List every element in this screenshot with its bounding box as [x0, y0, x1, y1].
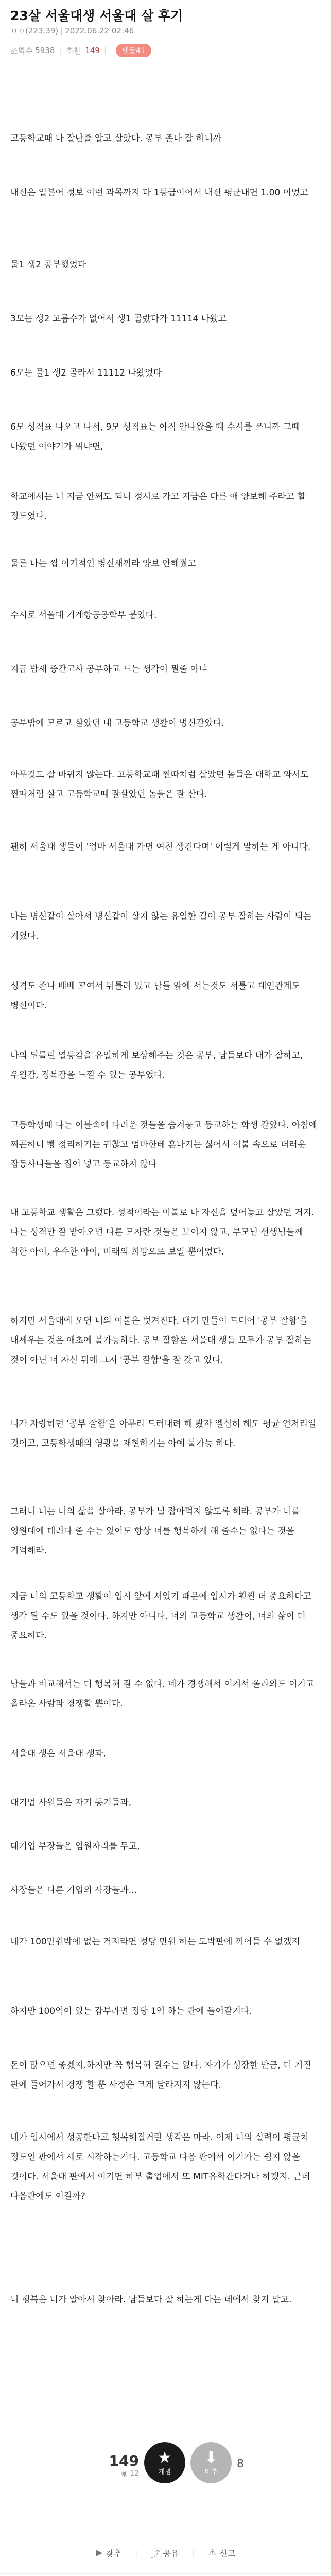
body-paragraph: 6모 성적표 나오고 나서, 9모 성적표는 아직 안나왔을 때 수시를 쓰니까 그때 나왔던 이야기가 뭐냐면, — [10, 422, 300, 452]
share-icon: ⤴ — [151, 2549, 160, 2560]
upvote-label: 개념 — [158, 2468, 171, 2476]
body-paragraph: 네가 입시에서 성공한다고 행복해질거란 생각은 마라. 이제 너의 실력이 평균치 정도인 판에서 새로 시작하는거다. 고등학교 다음 판에서 이기가는 쉽지 않을 것이다. 서울대 판에서 이기면 하부 출업에서 또 MIT유학간다거나 하겠지. 근데 다음판에도 이길까? — [10, 2132, 310, 2201]
vote-area — [0, 2432, 331, 2530]
post-actions — [0, 2537, 331, 2568]
post-stats: 조회수 5938 | 추천 149 | 댓글41 — [10, 41, 321, 60]
down-arrow-icon: ⬇ — [204, 2448, 218, 2467]
body-paragraph: 대기업 부장들은 임원자리를 두고, — [10, 1841, 140, 1852]
body-paragraph: 돈이 많으면 좋겠지.하지만 꼭 행복해 질수는 없다. 자기가 성장한 만큼, 더 커진 판에 들어가서 경쟁 할 뿐 사정은 크게 달라지지 않는다. — [10, 2060, 311, 2090]
body-paragraph: 물1 생2 공부했었다 — [10, 260, 86, 270]
siren-icon: ⚠ — [208, 2548, 217, 2558]
fixed-nick-icon: ◉ — [121, 2469, 128, 2478]
body-paragraph: 하지만 100억이 있는 갑부라면 정당 1억 하는 판에 들어갈거다. — [10, 2006, 252, 2016]
body-paragraph: 사장들은 다른 기업의 사장들과... — [10, 1885, 137, 1895]
star-icon: ★ — [158, 2448, 172, 2467]
body-paragraph: 3모는 생2 고름수가 없어서 생1 골랐다가 11114 나왔고 — [10, 314, 227, 324]
downvote-label: 비추 — [204, 2468, 218, 2476]
report-button[interactable] — [203, 2544, 240, 2562]
views-label: 조회수 — [10, 46, 33, 56]
action-divider: | — [135, 2548, 138, 2558]
post-date: 2022.06.22 02:46 — [65, 26, 134, 36]
upvote-count — [103, 2452, 139, 2478]
body-paragraph: 학교에서는 너 지금 안써도 되니 정시로 가고 지금은 다른 애 양보해 주라고 할 정도였다. — [10, 492, 306, 521]
scrap-button[interactable] — [91, 2544, 127, 2562]
body-paragraph: 너가 자랑하던 '공부 잘함'을 아무리 드러내려 해 봤자 엘심히 해도 평균 언저리일 것이고, 고등학생때의 영광을 재현하기는 아예 불가능 하다. — [10, 1419, 317, 1449]
body-paragraph: 성격도 존나 베베 꼬여서 뒤틀려 있고 남들 앞에 서는것도 서툴고 대인관계도 병신이다. — [10, 981, 301, 1011]
scrap-label: 찾추 — [106, 2548, 122, 2558]
vote-buttons — [93, 2437, 244, 2504]
footer-divider — [0, 2573, 331, 2574]
upvote-button[interactable] — [144, 2442, 185, 2483]
body-paragraph: 물론 나는 씹 이기적인 병신새끼라 양보 안해줬고 — [10, 558, 196, 569]
post-meta: ㅇㅇ(223.39) | 2022.06.22 02:46 — [10, 26, 134, 36]
body-paragraph: 하지만 서울대에 오면 너의 이불은 벗겨진다. 대기 만들이 드디어 '공부 잘함'을 내세우는 것은 애초에 불가능하다. 공부 잘함은 서울대 생들 모두가 공부 잘하는 것이 아닌 너 자신 뒤에 그저 '공부 잘함'을 잘 갖고 있다. — [10, 1316, 311, 1365]
play-icon: ▶ — [96, 2548, 103, 2558]
body-paragraph: 나는 병신같이 살아서 병신같이 살지 않는 유일한 길이 공부 잘하는 사람이 되는 거였다. — [10, 911, 311, 941]
body-paragraph: 니 행복은 니가 알아서 찾아라. 남들보다 잘 하는게 다는 데에서 찾지 말고. — [10, 2295, 292, 2305]
body-paragraph: 지금 밤새 중간고사 공부하고 드는 생각이 뭔줄 아냐 — [10, 664, 207, 674]
body-paragraph: 아무것도 잘 바뀌지 않는다. 고등학교때 찐따처럼 살았던 놈들은 대학교 와서도 찐따처럼 살고 고등학교때 잘살았던 놈들은 잘 산다. — [10, 770, 309, 800]
post-title: 23살 서울대생 서울대 살 후기 — [10, 8, 183, 23]
downvote-count: 8 — [237, 2458, 244, 2470]
body-paragraph: 그러니 너는 너의 삶을 살아라. 공부가 널 잡아먹지 않도록 해라. 공부가 너를 영원대에 데려다 줄 수는 있어도 항상 너를 행복하게 해 줄수는 없다는 것을 기억해라. — [10, 1506, 300, 1556]
downvote-button[interactable] — [190, 2442, 232, 2483]
upvote-sub — [103, 2469, 139, 2478]
body-paragraph: 네가 100만원밖에 없는 거지라면 정당 만원 하는 도박판에 끼어들 수 없겠지 — [10, 1937, 300, 1947]
report-label: 신고 — [219, 2548, 235, 2558]
body-paragraph: 나의 뒤틀린 열등감을 유일하게 보상해주는 것은 공부, 남들보다 내가 잘하고, 우월감, 정복감을 느낄 수 있는 공부였다. — [10, 1050, 303, 1080]
comments-count: 41 — [136, 47, 145, 55]
share-label: 공유 — [163, 2548, 179, 2558]
comments-label: 댓글 — [121, 47, 136, 55]
views-count: 5938 — [35, 46, 55, 55]
comments-badge[interactable] — [116, 44, 151, 57]
action-divider: | — [192, 2548, 195, 2558]
share-button[interactable] — [146, 2544, 184, 2563]
body-paragraph: 공부밖에 모르고 살았던 내 고등학교 생활이 병신같았다. — [10, 718, 224, 728]
body-paragraph: 지금 너의 고등학교 생활이 입시 앞에 서있기 때문에 입시가 훨씬 더 중요하다고 생각 될 수도 있을 것이다. 하지만 아니다. 너의 고등학교 생활이, 너의 삶이 더 중요하다. — [10, 1591, 311, 1641]
post-header — [0, 0, 331, 65]
upvote-fixed-count: 12 — [130, 2469, 139, 2478]
body-paragraph: 고등학교때 나 잘난줄 알고 살았다. 공부 존나 잘 하니까 — [10, 133, 221, 144]
body-paragraph: 남들과 비교해서는 더 행복해 질 수 없다. 네가 경쟁해서 이겨서 올라와도 이기고 올라온 사람과 경쟁할 뿐이다. — [10, 1679, 315, 1709]
recommend-count: 149 — [85, 46, 100, 55]
body-paragraph: 괜히 서울대 생들이 '엄마 서울대 가면 여친 생긴다며' 이럴게 말하는 게 아니다. — [10, 842, 311, 852]
body-paragraph: 내신은 일본어 정보 이런 과목까지 다 1등급이어서 내신 평균내면 1.00 이었고 — [10, 188, 308, 198]
author-name[interactable]: ㅇㅇ(223.39) — [10, 26, 59, 36]
body-paragraph: 서울대 생은 서울대 생과, — [10, 1749, 106, 1759]
body-paragraph: 고등학생때 나는 이불속에 다려운 것들을 숨겨놓고 등교하는 학생 같았다. 아침에 찌곤하니 빵 정리하기는 귀찮고 엄마한테 혼나기는 싫어서 이불 속으로 더러운 잡동사니들을 집어 넣고 등교하지 않나 — [10, 1120, 317, 1170]
body-paragraph: 6모는 물1 생2 골라서 11112 나왔었다 — [10, 368, 162, 378]
upvote-total: 149 — [109, 2452, 139, 2469]
body-paragraph: 수시로 서울대 기계항공공학부 붙었다. — [10, 610, 157, 620]
body-paragraph: 대기업 사원들은 자기 동기들과, — [10, 1798, 132, 1808]
body-paragraph: 내 고등학교 생활은 그랬다. 성적이라는 이불로 나 자신을 덮어놓고 살았던 거지. 나는 성적만 잘 받아오면 다른 모자란 것들은 보이지 않고, 부모님 선생님들께 착한 아이, 우수한 아이, 미래의 희망으로 보일 뿐이었다. — [10, 1208, 315, 1257]
recommend-label: 추천 — [65, 46, 81, 56]
